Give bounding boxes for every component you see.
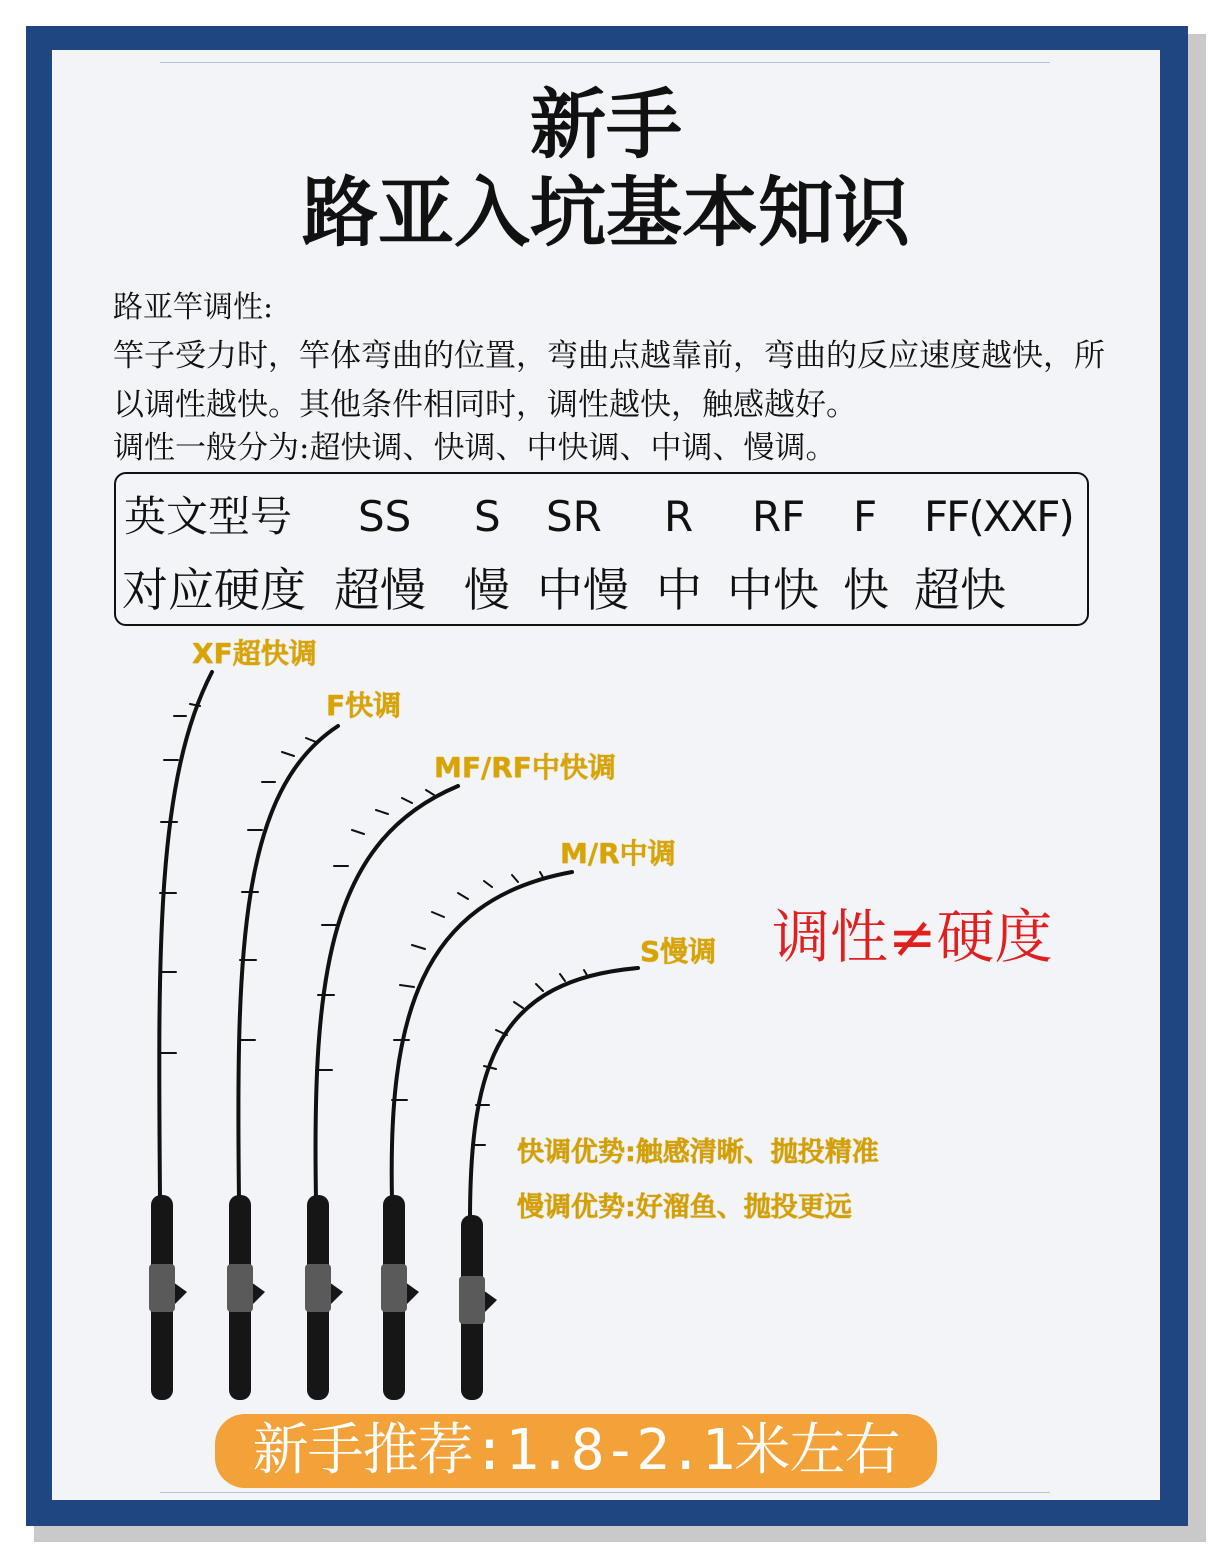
hardness-r: 中 <box>656 563 702 617</box>
rod-m-guides <box>392 872 544 1100</box>
fast-action-advantage: 快调优势:触感清晰、抛投精准 <box>517 1137 879 1168</box>
rod-s-blank <box>470 968 638 1220</box>
rod-m-trigger <box>405 1282 419 1306</box>
hardness-rf: 中快 <box>727 563 819 617</box>
rod-mf-reelseat <box>305 1264 331 1312</box>
rod-mf-blank <box>316 786 458 1200</box>
rod-f-reelseat <box>227 1264 253 1312</box>
model-rf: RF <box>752 492 806 541</box>
model-sr: SR <box>546 492 602 541</box>
rod-xf-trigger <box>173 1282 187 1306</box>
hardness-ss: 超慢 <box>334 563 426 617</box>
rod-mf-trigger <box>329 1282 343 1306</box>
model-ss: SS <box>358 492 412 541</box>
row1-label: 英文型号 <box>124 492 293 541</box>
rod-label-mf: MF/RF中快调 <box>434 751 616 784</box>
model-ff: FF(XXF) <box>924 492 1073 541</box>
rod-m-reelseat <box>381 1264 407 1312</box>
hardness-sr: 中慢 <box>537 563 629 617</box>
model-r: R <box>664 492 694 541</box>
hardness-ff: 超快 <box>914 563 1006 617</box>
rod-mf-guides <box>316 790 434 1070</box>
rod-label-s: S慢调 <box>640 935 717 968</box>
intro-types: 调性一般分为:超快调、快调、中快调、中调、慢调。 <box>113 430 837 466</box>
model-s: S <box>474 492 501 541</box>
row2-label: 对应硬度 <box>122 563 306 617</box>
slow-action-advantage: 慢调优势:好溜鱼、抛投更远 <box>517 1192 852 1223</box>
rod-label-xf: XF超快调 <box>192 637 317 670</box>
rod-xf-blank <box>159 672 212 1200</box>
rod-label-m: M/R中调 <box>560 837 676 870</box>
hardness-f: 快 <box>843 563 889 617</box>
hardness-s: 慢 <box>464 563 510 617</box>
action-not-hardness-note: 调性≠硬度 <box>772 903 1053 971</box>
rod-f-blank <box>238 726 338 1200</box>
rod-xf-reelseat <box>149 1264 175 1312</box>
rod-f-trigger <box>251 1282 265 1306</box>
intro-body: 竿子受力时，竿体弯曲的位置，弯曲点越靠前，弯曲的反应速度越快，所以调性越快。其他条件相同时，调性越快，触感越好。 <box>113 338 1105 423</box>
rod-s-guides <box>472 970 588 1145</box>
page-title-line2: 路亚入坑基本知识 <box>302 168 910 257</box>
rod-label-f: F快调 <box>326 689 402 722</box>
intro-heading: 路亚竿调性: <box>113 290 274 325</box>
rod-s-trigger <box>483 1290 497 1314</box>
recommendation-banner: 新手推荐:1.8-2.1米左右 <box>215 1414 937 1488</box>
rod-s-reelseat <box>459 1276 485 1324</box>
page-title-line1: 新手 <box>530 80 682 169</box>
model-f: F <box>853 492 878 541</box>
